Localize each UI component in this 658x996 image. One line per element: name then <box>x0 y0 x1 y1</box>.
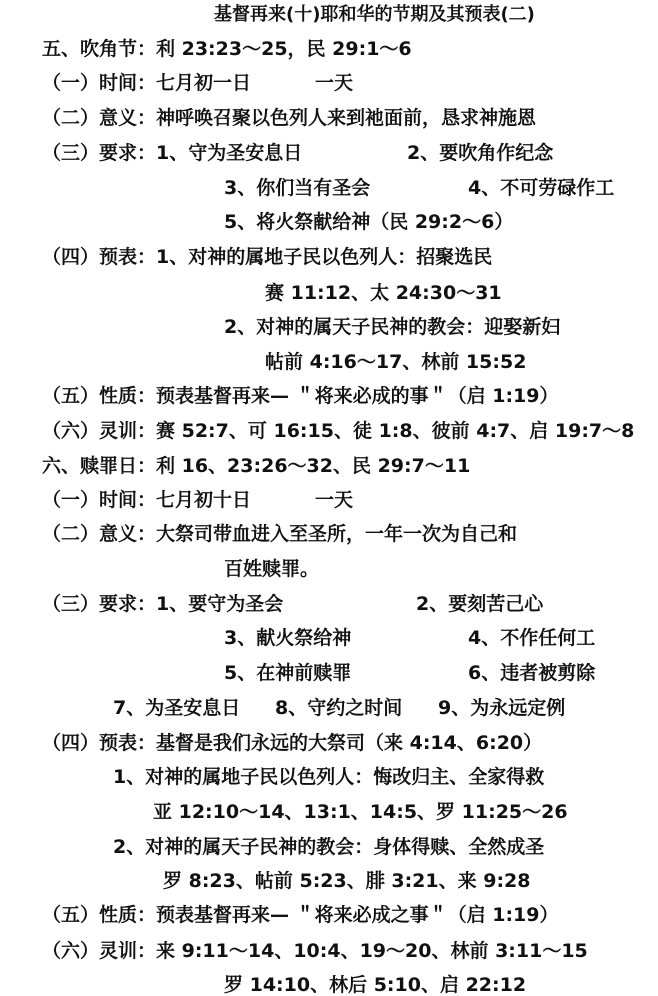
text-line: 2、要刻苦己心 <box>416 593 544 615</box>
text-line: 罗 8:23、帖前 5:23、腓 3:21、来 9:28 <box>163 870 531 892</box>
text-line: 2、对神的属天子民神的教会：身体得赎、全然成圣 <box>113 836 545 858</box>
text-line: 1、对神的属地子民以色列人：悔改归主、全家得救 <box>113 766 545 788</box>
text-line: 罗 14:10、林后 5:10、启 22:12 <box>224 974 527 996</box>
text-line: （三）要求：1、守为圣安息日 <box>42 142 303 164</box>
text-line: 赛 11:12、太 24:30～31 <box>265 282 502 304</box>
text-line: （六）灵训：来 9:11～14、10:4、19～20、林前 3:11～15 <box>42 940 588 962</box>
text-line: 5、将火祭献给神（民 29:2～6） <box>224 211 514 233</box>
document-title: 基督再来(十)耶和华的节期及其预表(二) <box>214 4 535 25</box>
text-line: 3、献火祭给神 <box>224 627 352 649</box>
text-line: （四）预表：基督是我们永远的大祭司（来 4:14、6:20） <box>42 732 543 754</box>
text-line: （二）意义：大祭司带血进入至圣所，一年一次为自己和 <box>42 523 518 545</box>
text-line: 2、要吹角作纪念 <box>407 142 554 164</box>
text-line: （二）意义：神呼唤召聚以色列人来到祂面前，恳求神施恩 <box>42 107 537 129</box>
text-line: 7、为圣安息日 <box>113 697 241 719</box>
text-line: 5、在神前赎罪 <box>224 662 352 684</box>
text-line: （五）性质：预表基督再来— ＂将来必成之事＂（启 1:19） <box>42 904 559 926</box>
text-line: 一天 <box>315 72 354 94</box>
text-line: 2、对神的属天子民神的教会：迎娶新妇 <box>224 316 561 338</box>
section-6-heading: 六、赎罪日：利 16、23:26～32、民 29:7～11 <box>42 455 471 477</box>
text-line: （三）要求：1、要守为圣会 <box>42 593 284 615</box>
text-line: 3、你们当有圣会 <box>224 177 371 199</box>
text-line: 8、守约之时间 <box>275 697 403 719</box>
text-line: 4、不作任何工 <box>468 627 596 649</box>
section-5-heading: 五、吹角节：利 23:23～25，民 29:1～6 <box>42 38 412 60</box>
text-line: 百姓赎罪。 <box>224 558 320 580</box>
text-line: 9、为永远定例 <box>438 697 566 719</box>
text-line: 帖前 4:16～17、林前 15:52 <box>265 351 527 373</box>
text-line: （五）性质：预表基督再来— ＂将来必成的事＂（启 1:19） <box>42 385 559 407</box>
text-line: （四）预表：1、对神的属地子民以色列人：招聚选民 <box>42 246 493 268</box>
text-line: （六）灵训：赛 52:7、可 16:15、徒 1:8、彼前 4:7、启 19:7～8 <box>42 420 635 442</box>
text-line: 4、不可劳碌作工 <box>468 177 615 199</box>
text-line: （一）时间：七月初一日 <box>42 72 252 94</box>
text-line: 6、违者被剪除 <box>468 662 596 684</box>
text-line: 亚 12:10～14、13:1、14:5、罗 11:25～26 <box>153 801 568 823</box>
text-line: （一）时间：七月初十日 <box>42 489 252 511</box>
text-line: 一天 <box>315 489 354 511</box>
